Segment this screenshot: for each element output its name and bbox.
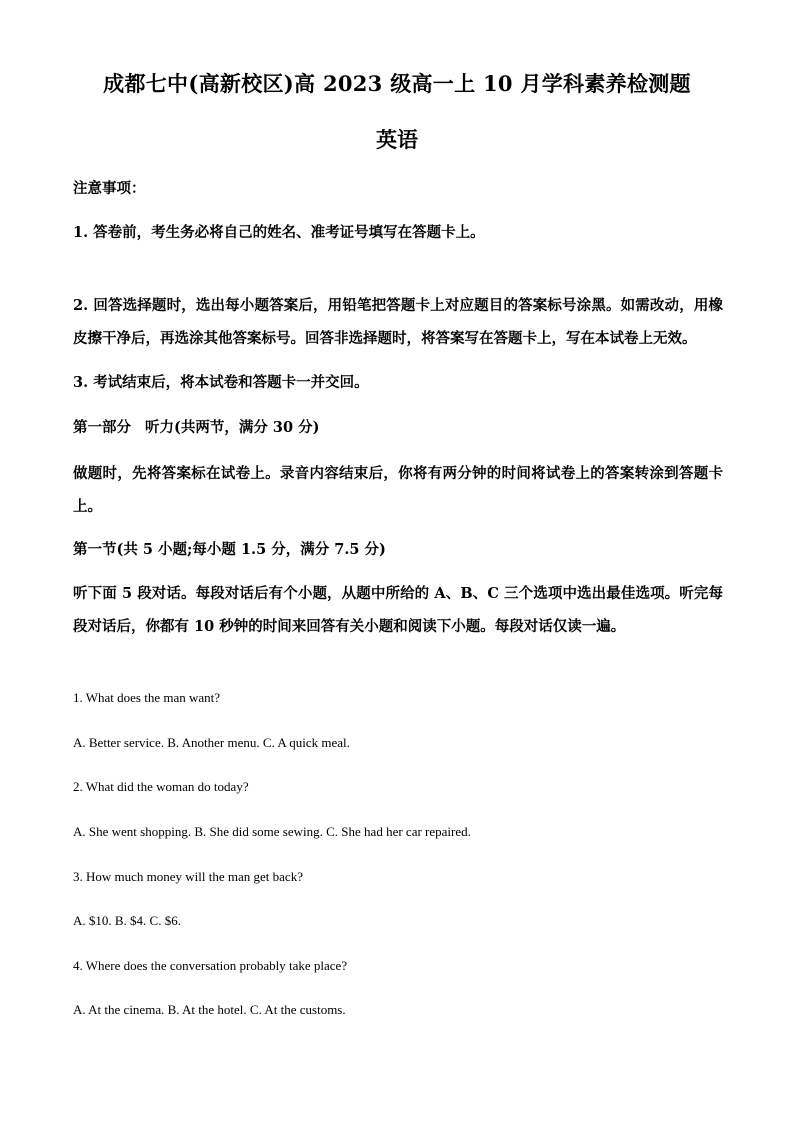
notice-item-3: 3. 考试结束后，将本试卷和答题卡一并交回。 — [73, 374, 369, 391]
part-subtitle: 听力(共两节，满分 30 分) — [145, 419, 320, 436]
notice-item-1: 1. 答卷前，考生务必将自己的姓名、准考证号填写在答题卡上。 — [73, 224, 485, 241]
part-instruction: 做题时，先将答案标在试卷上。录音内容结束后，你将有两分钟的时间将试卷上的答案转涂到答题卡上。 — [73, 465, 723, 515]
question-options: A. She went shopping. B. She did some sewing. C. She had her car repaired. — [73, 824, 471, 839]
question-options: A. $10. B. $4. C. $6. — [73, 913, 181, 928]
question-stem: 2. What did the woman do today? — [73, 779, 249, 794]
section-title: 第一节(共 5 小题;每小题 1.5 分，满分 7.5 分) — [73, 541, 386, 558]
subject-title: 英语 — [376, 127, 418, 152]
question-stem: 3. How much money will the man get back? — [73, 869, 303, 884]
notice-heading: 注意事项： — [73, 180, 146, 197]
document-title: 成都七中(高新校区)高 2023 级高一上 10 月学科素养检测题 — [103, 71, 691, 96]
question-stem: 4. Where does the conversation probably take place? — [73, 958, 348, 973]
section-instruction: 听下面 5 段对话。每段对话后有个小题，从题中所给的 A、B、C 三个选项中选出最佳选项。听完每段对话后，你都有 10 秒钟的时间来回答有关小题和阅读下小题。每段对话仅读一遍。 — [73, 585, 723, 635]
question-options: A. Better service. B. Another menu. C. A quick meal. — [73, 735, 350, 750]
question-options: A. At the cinema. B. At the hotel. C. At the customs. — [73, 1002, 346, 1017]
part-heading — [73, 411, 723, 444]
notice-item-2: 2. 回答选择题时，选出每小题答案后，用铅笔把答题卡上对应题目的答案标号涂黑。如需改动，用橡皮擦干净后，再选涂其他答案标号。回答非选择题时，将答案写在答题卡上，写在本试卷上无效。 — [73, 297, 723, 347]
part-title: 第一部分 — [73, 419, 131, 436]
question-stem: 1. What does the man want? — [73, 690, 221, 705]
